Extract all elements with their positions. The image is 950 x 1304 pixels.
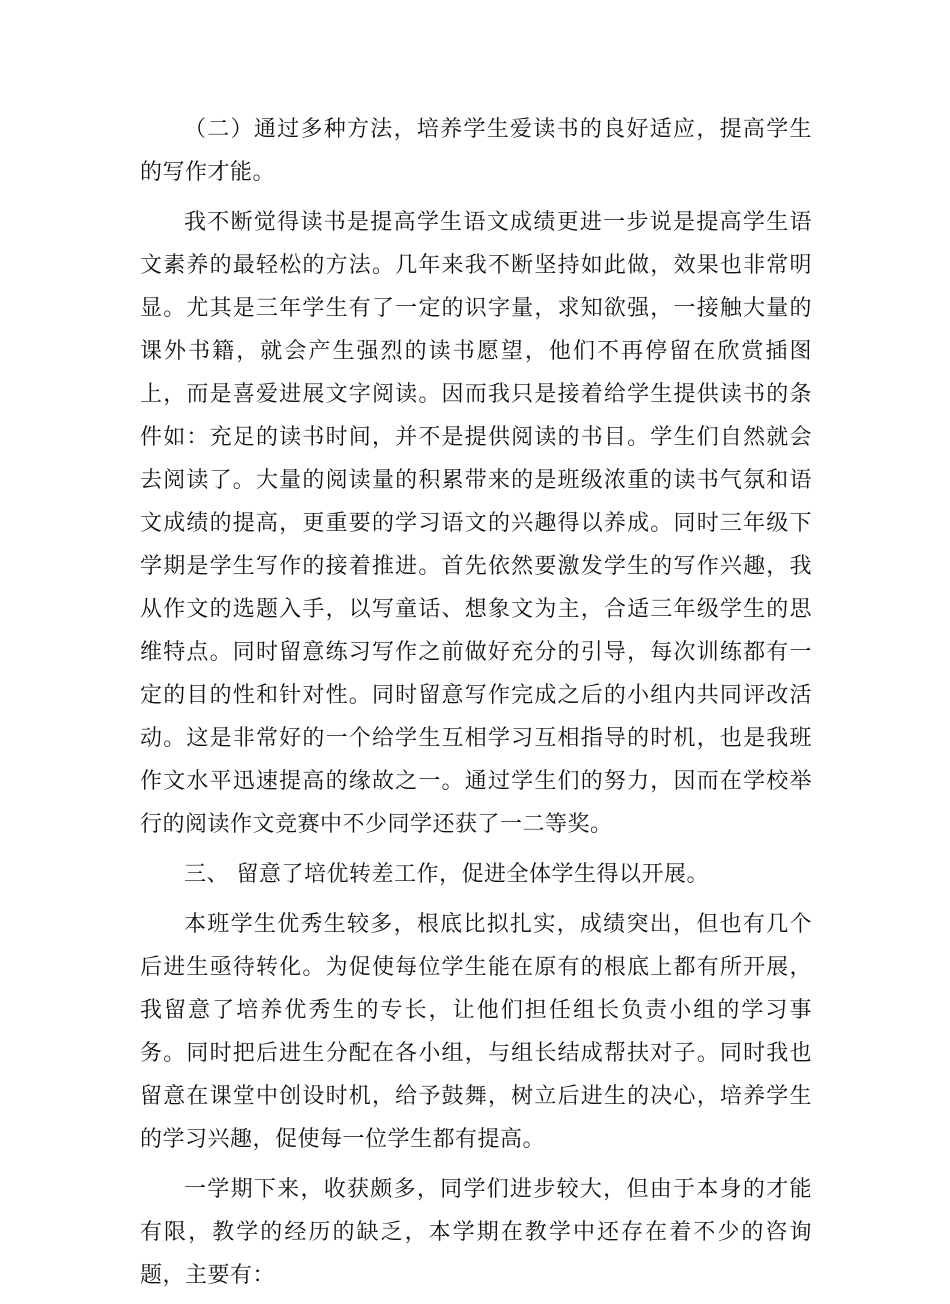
paragraph-reading-writing: 我不断觉得读书是提高学生语文成绩更进一步说是提高学生语文素养的最轻松的方法。几年来我不断坚持如此做，效果也非常明显。尤其是三年学生有了一定的识字量，求知欲强，一接触大量的课外书籍，就会产生强烈的读书愿望，他们不再停留在欣赏插图上，而是喜爱进展文字阅读。因而我只是接着给学生提供读书的条件如：充足的读书时间，并不是提供阅读的书目。学生们自然就会去阅读了。大量的阅读量的积累带来的是班级浓重的读书气氛和语文成绩的提高，更重要的学习语文的兴趣得以养成。同时三年级下学期是学生写作的接着推进。首先依然要激发学生的写作兴趣，我从作文的选题入手，以写童话、想象文为主，合适三年级学生的思维特点。同时留意练习写作之前做好充分的引导，每次训练都有一定的目的性和针对性。同时留意写作完成之后的小组内共同评改活动。这是非常好的一个给学生互相学习互相指导的时机，也是我班作文水平迅速提高的缘故之一。通过学生们的努力，因而在学校举行的阅读作文竞赛中不少同学还获了一二等奖。 [140,210,812,837]
section-heading-2: （二）通过多种方法，培养学生爱读书的良好适应，提高学生的写作才能。 [140,117,812,185]
paragraph-summary: 一学期下来，收获颇多，同学们进步较大，但由于本身的才能有限，教学的经历的缺乏，本学期在教学中还存在着不少的咨询题，主要有： [140,1177,812,1288]
document-body [140,108,812,1304]
section-heading-3: 三、 留意了培优转差工作，促进全体学生得以开展。 [184,862,709,887]
paragraph-tutoring: 本班学生优秀生较多，根底比拟扎实，成绩突出，但也有几个后进生亟待转化。为促使每位学生能在原有的根底上都有所开展，我留意了培养优秀生的专长，让他们担任组长负责小组的学习事务。同时把后进生分配在各小组，与组长结成帮扶对子。同时我也留意在课堂中创设时机，给予鼓舞，树立后进生的决心，培养学生的学习兴趣，促使每一位学生都有提高。 [140,912,812,1152]
